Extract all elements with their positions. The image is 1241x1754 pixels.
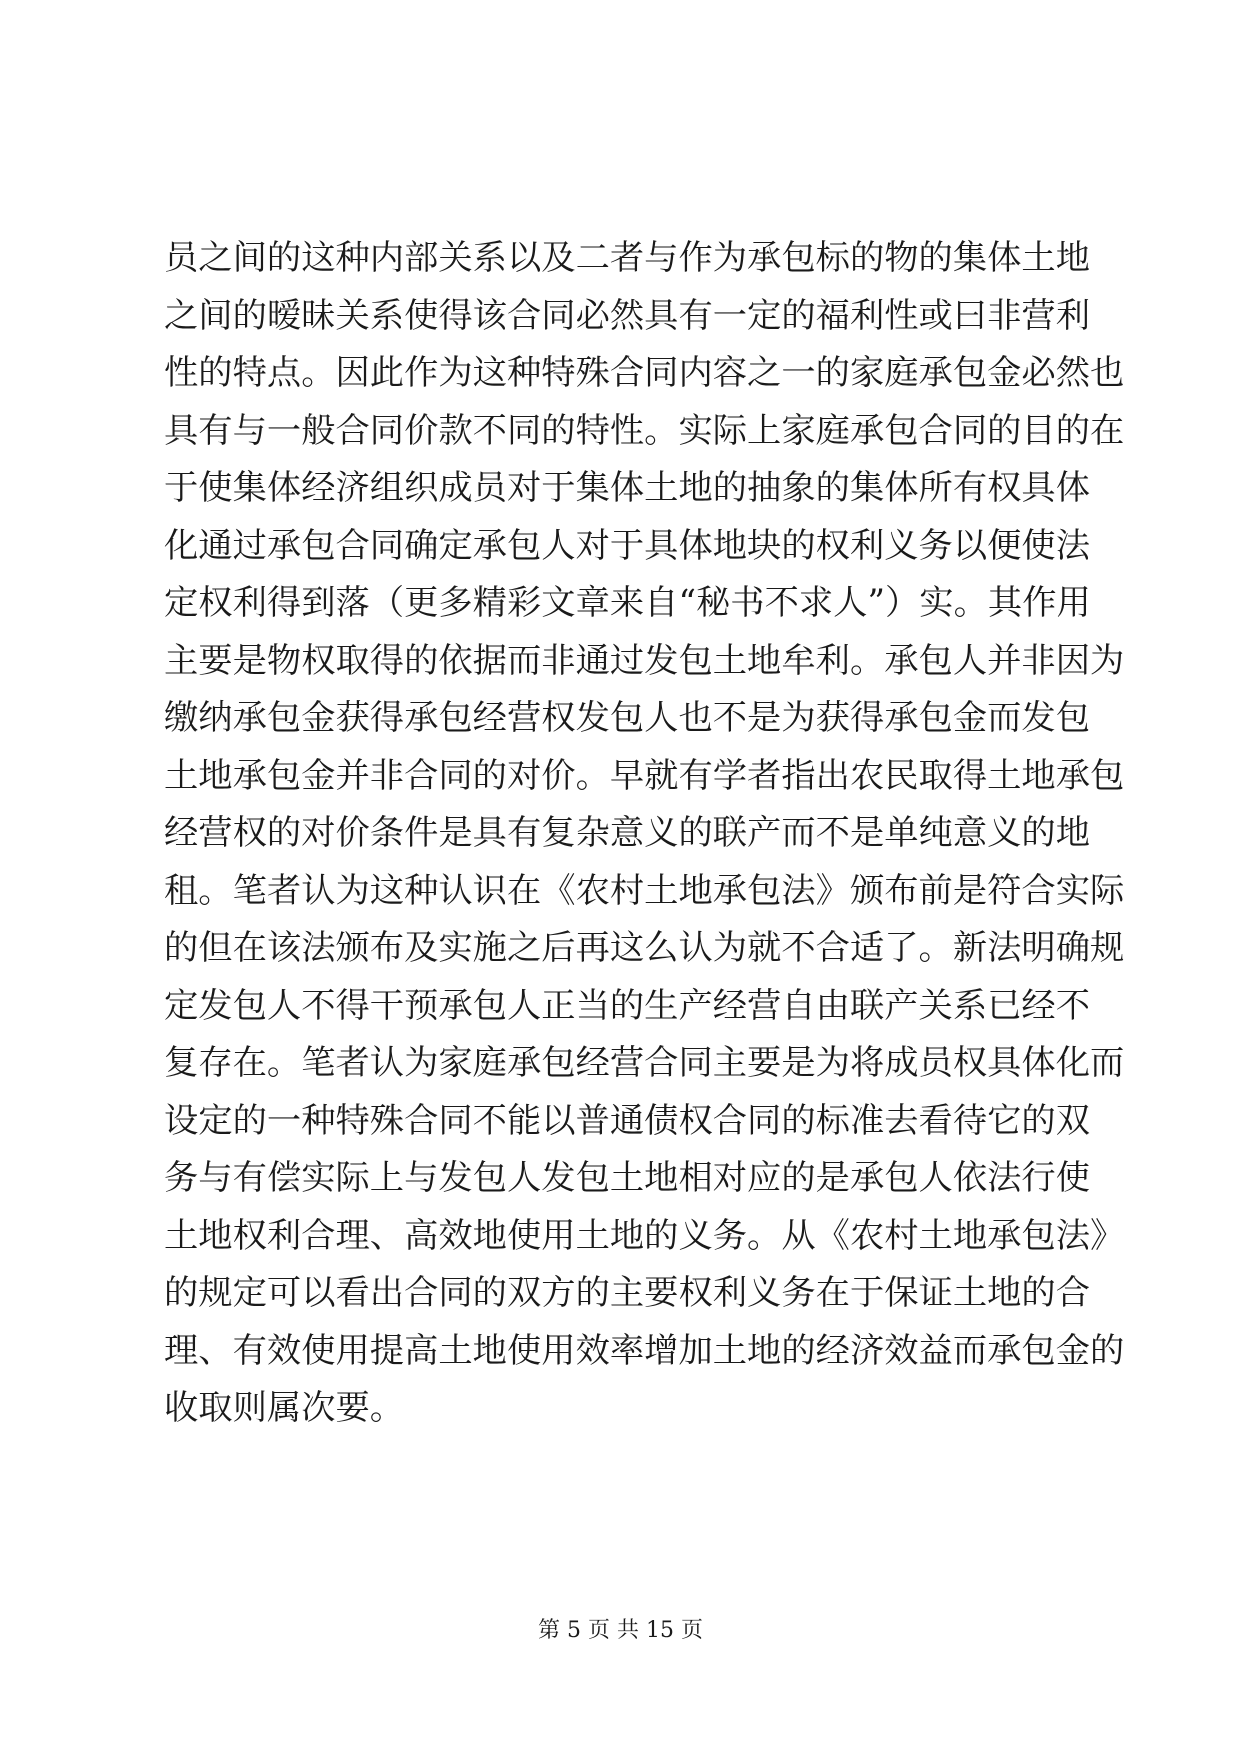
text-line: 的但在该法颁布及实施之后再这么认为就不合适了。新法明确规 (164, 928, 1125, 968)
text-line: 于使集体经济组织成员对于集体土地的抽象的集体所有权具体 (164, 468, 1091, 508)
page-number: 第 5 页 共 15 页 (538, 1618, 703, 1643)
text-line: 收取则属次要。 (164, 1388, 405, 1428)
text-line: 缴纳承包金获得承包经营权发包人也不是为获得承包金而发包 (164, 698, 1091, 738)
text-line: 员之间的这种内部关系以及二者与作为承包标的物的集体土地 (164, 238, 1091, 278)
text-line: 的规定可以看出合同的双方的主要权利义务在于保证土地的合 (164, 1273, 1091, 1313)
body-text (164, 230, 1125, 1438)
text-line: 主要是物权取得的依据而非通过发包土地牟利。承包人并非因为 (164, 640, 1125, 681)
text-line: 理、有效使用提高土地使用效率增加土地的经济效益而承包金的 (164, 1330, 1125, 1371)
text-line: 租。笔者认为这种认识在《农村土地承包法》颁布前是符合实际 (164, 870, 1125, 911)
text-line: 复存在。笔者认为家庭承包经营合同主要是为将成员权具体化而 (164, 1043, 1125, 1083)
text-line: 务与有偿实际上与发包人发包土地相对应的是承包人依法行使 (164, 1158, 1091, 1198)
text-line: 设定的一种特殊合同不能以普通债权合同的标准去看待它的双 (164, 1100, 1091, 1141)
text-line: 之间的暧昧关系使得该合同必然具有一定的福利性或曰非营利 (164, 295, 1091, 336)
text-line: 化通过承包合同确定承包人对于具体地块的权利义务以便使法 (164, 525, 1091, 566)
text-line: 性的特点。因此作为这种特殊合同内容之一的家庭承包金必然也 (164, 353, 1125, 393)
text-line: 土地权利合理、高效地使用土地的义务。从《农村土地承包法》 (164, 1215, 1125, 1256)
text-line: 土地承包金并非合同的对价。早就有学者指出农民取得土地承包 (164, 755, 1125, 796)
text-line: 定权利得到落（更多精彩文章来自“秘书不求人”）实。其作用 (164, 583, 1091, 623)
text-line: 经营权的对价条件是具有复杂意义的联产而不是单纯意义的地 (164, 813, 1091, 853)
text-line: 定发包人不得干预承包人正当的生产经营自由联产关系已经不 (164, 985, 1091, 1026)
text-line: 具有与一般合同价款不同的特性。实际上家庭承包合同的目的在 (164, 410, 1125, 451)
